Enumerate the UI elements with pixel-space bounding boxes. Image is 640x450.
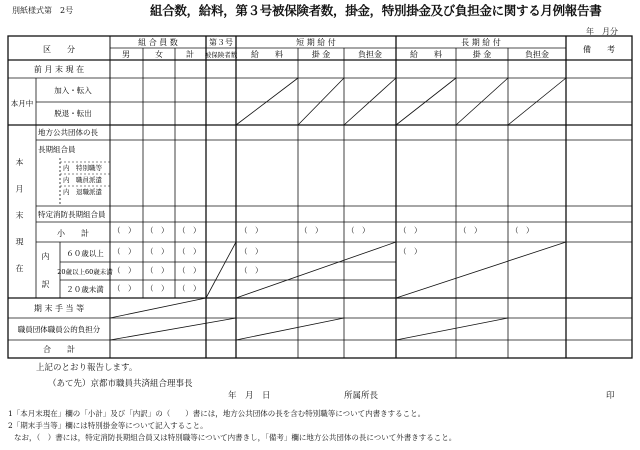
row-current-month-end: 本 月 末 現 在 [15, 158, 24, 281]
paren-subtotal-total: （ ） [178, 226, 201, 235]
seal-label: 印 [606, 391, 615, 401]
sub-header-short-burden: 負担金 [358, 50, 382, 59]
diag-short-salary-inout [236, 78, 298, 125]
date-field[interactable]: 年 月 日 [228, 391, 271, 401]
row-inner-label-3: 内 [63, 188, 70, 196]
row-inner-special: 特別職等 [76, 164, 102, 172]
paren-60-short-salary: （ ） [240, 247, 263, 256]
year-month-field[interactable]: 年 月分 [586, 27, 618, 36]
paren-60-long-salary: （ ） [399, 247, 422, 256]
paren-20-female: （ ） [146, 266, 169, 275]
note-2: 2「期末手当等」欄には特別掛金等について記入すること。 [8, 421, 208, 430]
row-inner-label-2: 内 [63, 176, 70, 184]
row-subtotal: 小 計 [57, 229, 89, 238]
row-during-month: 本月中 [10, 99, 34, 108]
col-header-dep3: 第３号 [209, 38, 233, 47]
row-age-under-20: ２０歳未満 [66, 285, 104, 294]
sub-header-short-premium: 掛 金 [311, 50, 331, 59]
col-header-dep3-sub: 被保険者数 [204, 51, 238, 59]
paren-subtotal-short-salary: （ ） [240, 226, 263, 235]
col-header-category: 区 分 [43, 45, 75, 54]
row-local-gov-head: 地方公共団体の長 [38, 128, 98, 137]
addressee: （あて先）京都市職員共済組合理事長 [48, 379, 193, 389]
row-employer-burden: 職員団体職員公的負担分 [17, 325, 101, 334]
paren-subtotal-female: （ ） [146, 226, 169, 235]
row-left: 脱退・転出 [54, 109, 92, 118]
row-inner-dispatched: 職員派遣 [76, 176, 102, 184]
paren-subtotal-long-burden: （ ） [511, 226, 534, 235]
document-title: 組合数，給料，第３号被保険者数，掛金，特別掛金及び負担金に関する月例報告書 [150, 3, 602, 18]
paren-subtotal-male: （ ） [113, 226, 136, 235]
row-breakdown: 内 訳 [41, 252, 50, 294]
note-3: なお，（ ）書には，特定消防長期組合員又は特別職等について内書きし，「備考」欄に地方公共団体の長について外書きすること。 [14, 433, 457, 442]
row-inner-label-1: 内 [63, 164, 70, 172]
row-long-term-member: 長期組合員 [38, 145, 76, 154]
col-header-members: 組 合 員 数 [138, 38, 178, 47]
row-prev-month-end: 前 月 末 現 在 [33, 65, 85, 74]
paren-subtotal-long-salary: （ ） [399, 226, 422, 235]
sub-header-long-burden: 負担金 [525, 50, 549, 59]
sub-header-male: 男 [122, 50, 130, 59]
paren-60-male: （ ） [113, 247, 136, 256]
note-1: 1「本月末現在」欄の「小計」及び「内訳」の（ ）書には，地方公共団体の長を含む特別職等について内書きすること。 [8, 409, 426, 418]
paren-u20-female: （ ） [146, 284, 169, 293]
sub-header-long-premium: 掛 金 [472, 50, 492, 59]
paren-subtotal-long-premium: （ ） [459, 226, 482, 235]
form-number-label: 別紙様式第 2号 [12, 6, 74, 15]
paren-20-total: （ ） [178, 266, 201, 275]
row-age-60-over: ６０歳以上 [66, 249, 104, 258]
report-statement: 上記のとおり報告します。 [36, 363, 138, 373]
table-border [8, 36, 632, 358]
paren-20-short-salary: （ ） [240, 266, 263, 275]
col-header-long-term: 長 期 給 付 [461, 38, 501, 47]
row-joined: 加入・転入 [54, 86, 92, 95]
paren-subtotal-short-burden: （ ） [347, 226, 370, 235]
col-header-short-term: 短 期 給 付 [296, 38, 336, 47]
office-head-label: 所属所長 [344, 391, 379, 401]
sub-header-short-salary: 給 料 [251, 50, 283, 59]
sub-header-total: 計 [186, 50, 194, 59]
sub-header-long-salary: 給 料 [410, 50, 442, 59]
row-term-end-allowance: 期 末 手 当 等 [33, 304, 85, 313]
paren-u20-male: （ ） [113, 284, 136, 293]
paren-60-female: （ ） [146, 247, 169, 256]
paren-u20-total: （ ） [178, 284, 201, 293]
row-grand-total: 合 計 [43, 345, 75, 354]
col-header-remarks: 備 考 [583, 45, 615, 54]
paren-subtotal-short-premium: （ ） [300, 226, 323, 235]
row-inner-retired: 退職派遣 [76, 188, 102, 196]
row-age-20-60: 20歳以上60歳未満 [57, 268, 113, 276]
paren-60-total: （ ） [178, 247, 201, 256]
paren-20-male: （ ） [113, 266, 136, 275]
sub-header-female: 女 [155, 50, 163, 59]
row-fire-member: 特定消防長期組合員 [38, 210, 106, 219]
